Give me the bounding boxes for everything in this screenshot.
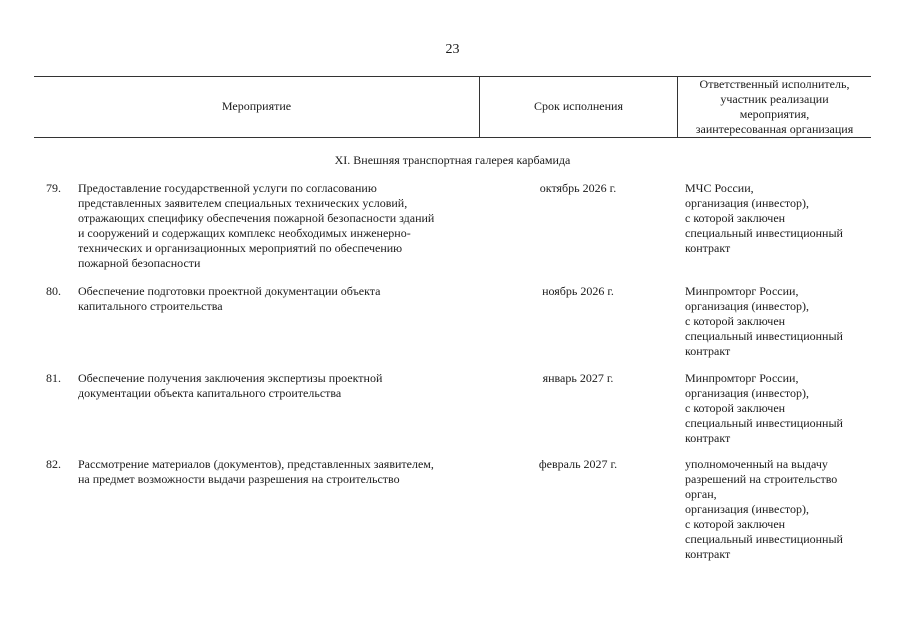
description-line: и сооружений и содержащих комплекс необходимых инженерно- [78,226,411,240]
description-line: капитального строительства [78,299,223,313]
section-title: XI. Внешняя транспортная галерея карбамида [334,153,571,167]
header-responsible-line: заинтересованная организация [695,121,854,136]
responsible-line: контракт [685,431,731,445]
responsible-line: специальный инвестиционный [685,226,843,240]
row-term: февраль 2027 г. [538,457,618,471]
row-number: 79. [46,181,61,195]
responsible-line: орган, [685,487,717,501]
description-line: отражающих специфику обеспечения пожарной безопасности зданий [78,211,435,225]
description-line: на предмет возможности выдачи разрешения на строительство [78,472,400,486]
row-description [78,284,478,314]
row-term: ноябрь 2026 г. [542,284,614,298]
header-term [480,76,677,137]
description-line: пожарной безопасности [78,256,201,270]
header-term-label: Срок исполнения [534,99,623,113]
header-responsible-line: мероприятия, [739,106,810,121]
row-responsible [685,371,871,446]
responsible-line: контракт [685,241,731,255]
description-line: Рассмотрение материалов (документов), представленных заявителем, [78,457,434,471]
row-number: 82. [46,457,61,471]
responsible-line: Минпромторг России, [685,284,799,298]
header-event [34,76,479,137]
responsible-line: организация (инвестор), [685,502,809,516]
row-term: октябрь 2026 г. [539,181,617,195]
description-line: документации объекта капитального строительства [78,386,342,400]
responsible-line: разрешений на строительство [685,472,838,486]
row-term: январь 2027 г. [542,371,614,385]
responsible-line: уполномоченный на выдачу [685,457,828,471]
responsible-line: с которой заключен [685,401,786,415]
header-event-label: Мероприятие [221,99,292,113]
row-responsible [685,284,871,359]
row-responsible [685,457,871,562]
responsible-line: с которой заключен [685,211,786,225]
header-responsible [678,76,871,137]
header-responsible-line: участник реализации [720,91,829,106]
table-header-bottom-border [34,137,871,138]
row-description [78,181,478,271]
row-number: 81. [46,371,61,385]
description-line: Обеспечение подготовки проектной документации объекта [78,284,381,298]
responsible-line: специальный инвестиционный [685,329,843,343]
responsible-line: организация (инвестор), [685,386,809,400]
row-number: 80. [46,284,61,298]
responsible-line: с которой заключен [685,517,786,531]
description-line: технических и организационных мероприятий по обеспечению [78,241,403,255]
row-description [78,371,478,401]
row-description [78,457,478,487]
row-responsible [685,181,871,256]
description-line: Предоставление государственной услуги по согласованию [78,181,377,195]
responsible-line: специальный инвестиционный [685,532,843,546]
responsible-line: Минпромторг России, [685,371,799,385]
responsible-line: специальный инвестиционный [685,416,843,430]
responsible-line: контракт [685,547,731,561]
responsible-line: МЧС России, [685,181,754,195]
header-responsible-line: Ответственный исполнитель, [699,76,850,91]
responsible-line: с которой заключен [685,314,786,328]
responsible-line: организация (инвестор), [685,299,809,313]
page-number: 23 [445,42,460,57]
description-line: Обеспечение получения заключения экспертизы проектной [78,371,383,385]
responsible-line: организация (инвестор), [685,196,809,210]
responsible-line: контракт [685,344,731,358]
description-line: представленных заявителем специальных технических условий, [78,196,408,210]
